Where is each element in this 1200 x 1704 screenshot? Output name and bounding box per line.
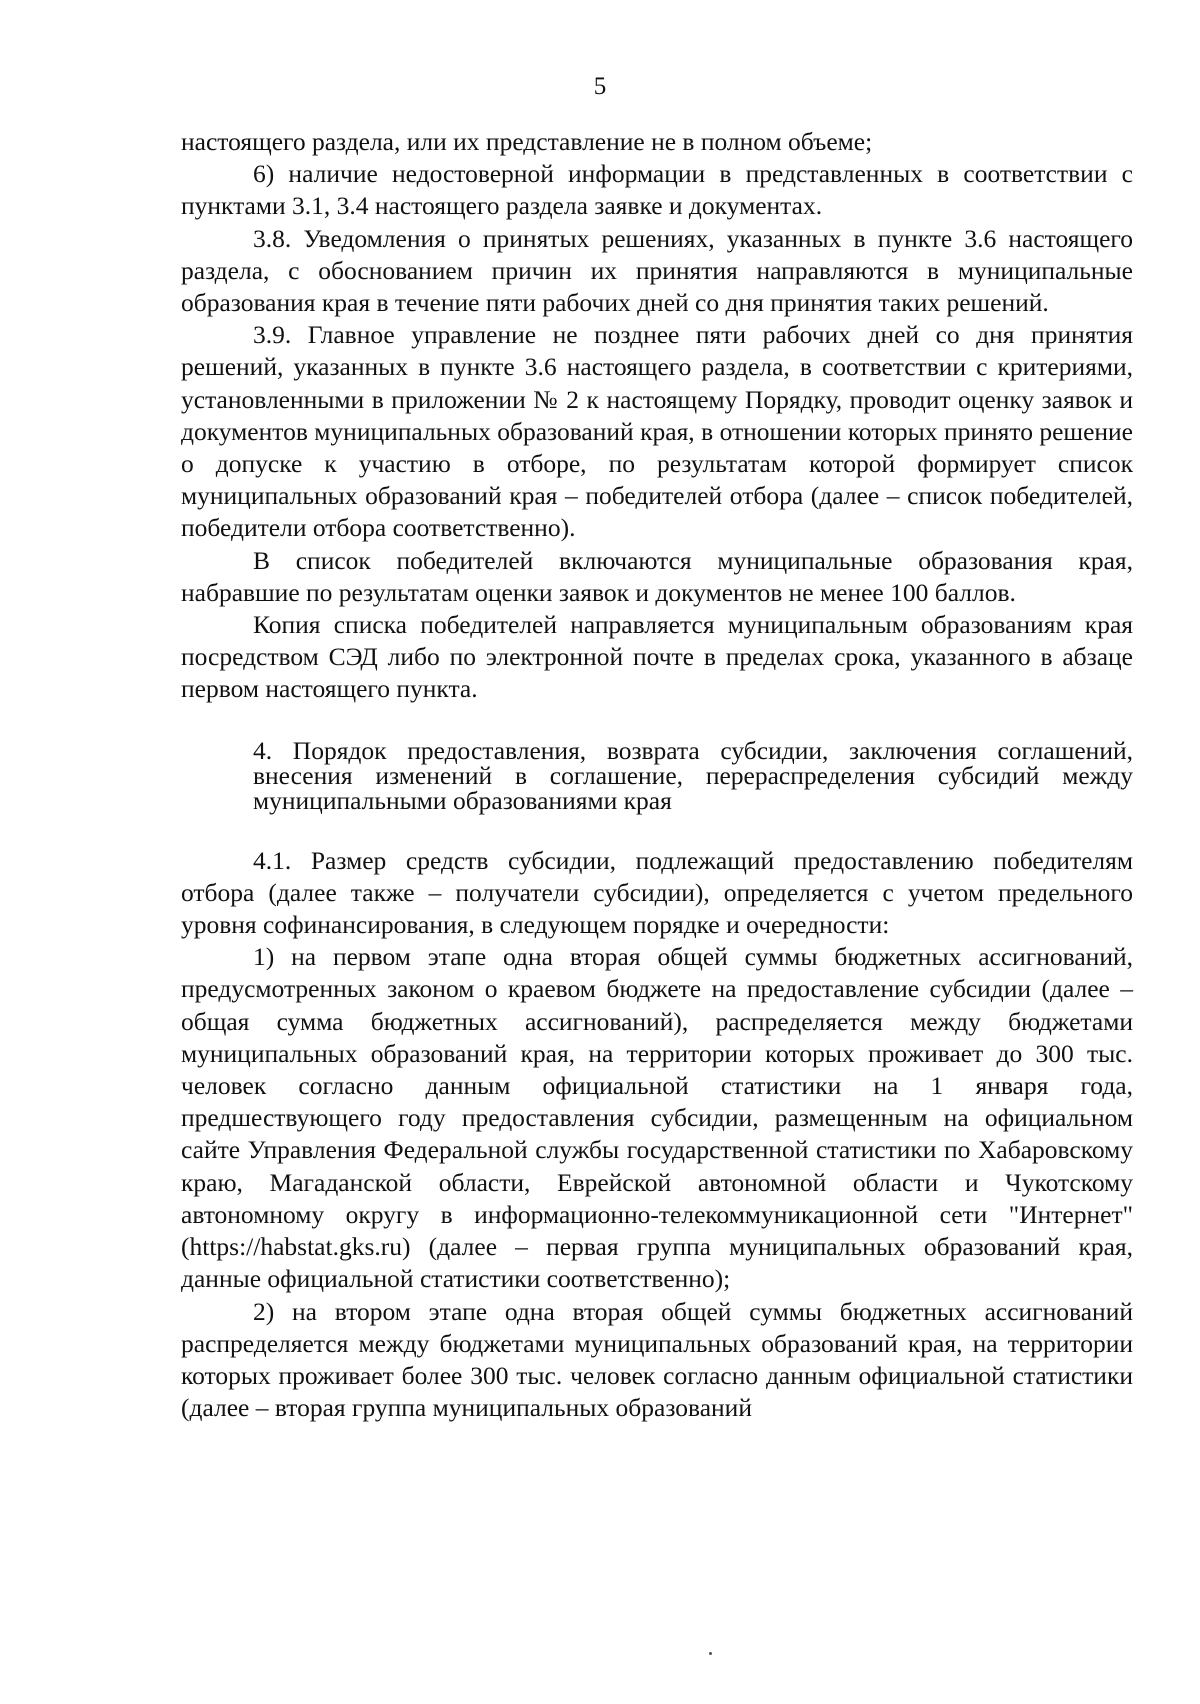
paragraph: В список победителей включаются муниципальные образования края, набравшие по результатам оценки заявок и документов не менее 100 баллов. bbox=[181, 545, 1133, 607]
paragraph: Копия списка победителей направляется муниципальным образованиям края посредством СЭД либо по электронной почте в пределах срока, указанного в абзаце первом настоящего пункта. bbox=[181, 610, 1133, 704]
paragraph: 2) на втором этапе одна вторая общей суммы бюджетных ассигнований распределяется между бюджетами муниципальных образований края, на территории которых проживает более 300 тыс. человек согласно данным официальной статистики (далее – вторая группа муниципальных образований bbox=[181, 1296, 1133, 1423]
section-heading: 4. Порядок предоставления, возврата субсидии, заключения соглашений, внесения изменений в соглашение, перераспределения субсидий между муниципальными образованиями края bbox=[253, 735, 1133, 815]
paragraph: 4.1. Размер средств субсидии, подлежащий предоставлению победителям отбора (далее также – получатели субсидии), определяется с учетом предельного уровня софинансирования, в следующем порядке и очередности: bbox=[181, 845, 1133, 940]
scan-speck bbox=[709, 1652, 712, 1655]
spacer bbox=[181, 813, 1133, 845]
paragraph: настоящего раздела, или их представление не в полном объеме; bbox=[181, 127, 873, 156]
paragraph: 6) наличие недостоверной информации в представленных в соответствии с пунктами 3.1, 3.4 настоящего раздела заявке и документах. bbox=[181, 159, 1133, 221]
page-number: 5 bbox=[593, 73, 607, 100]
document-body bbox=[181, 126, 1133, 1424]
paragraph: 3.8. Уведомления о принятых решениях, указанных в пункте 3.6 настоящего раздела, с обоснованием причин их принятия направляются в муниципальные образования края в течение пяти рабочих дней со дня принятия таких решений. bbox=[181, 223, 1133, 318]
spacer bbox=[181, 706, 1133, 738]
paragraph: 3.9. Главное управление не позднее пяти рабочих дней со дня принятия решений, указанных в пункте 3.6 настоящего раздела, в соответствии с критериями, установленными в приложении № 2 к настоящему Порядку, проводит оценку заявок и документов муниципальных образований края, в отношении которых принято решение о допуске к участию в отборе, по результатам которой формирует список муниципальных образований края – победителей отбора (далее – список победителей, победители отбора соответственно). bbox=[181, 320, 1133, 543]
paragraph: 1) на первом этапе одна вторая общей суммы бюджетных ассигнований, предусмотренных законом о краевом бюджете на предоставление субсидии (далее – общая сумма бюджетных ассигнований), распределяется между бюджетами муниципальных образований края, на территории которых проживает до 300 тыс. человек согласно данным официальной статистики на 1 января года, предшествующего году предоставления субсидии, размещенным на официальном сайте Управления Федеральной службы государственной статистики по Хабаровскому краю, Магаданской области, Еврейской автономной области и Чукотскому автономному округу в информационно-телекоммуникационной сети "Интернет" (https://habstat.gks.ru) (далее – первая группа муниципальных образований края, данные официальной статистики соответственно); bbox=[181, 942, 1133, 1294]
